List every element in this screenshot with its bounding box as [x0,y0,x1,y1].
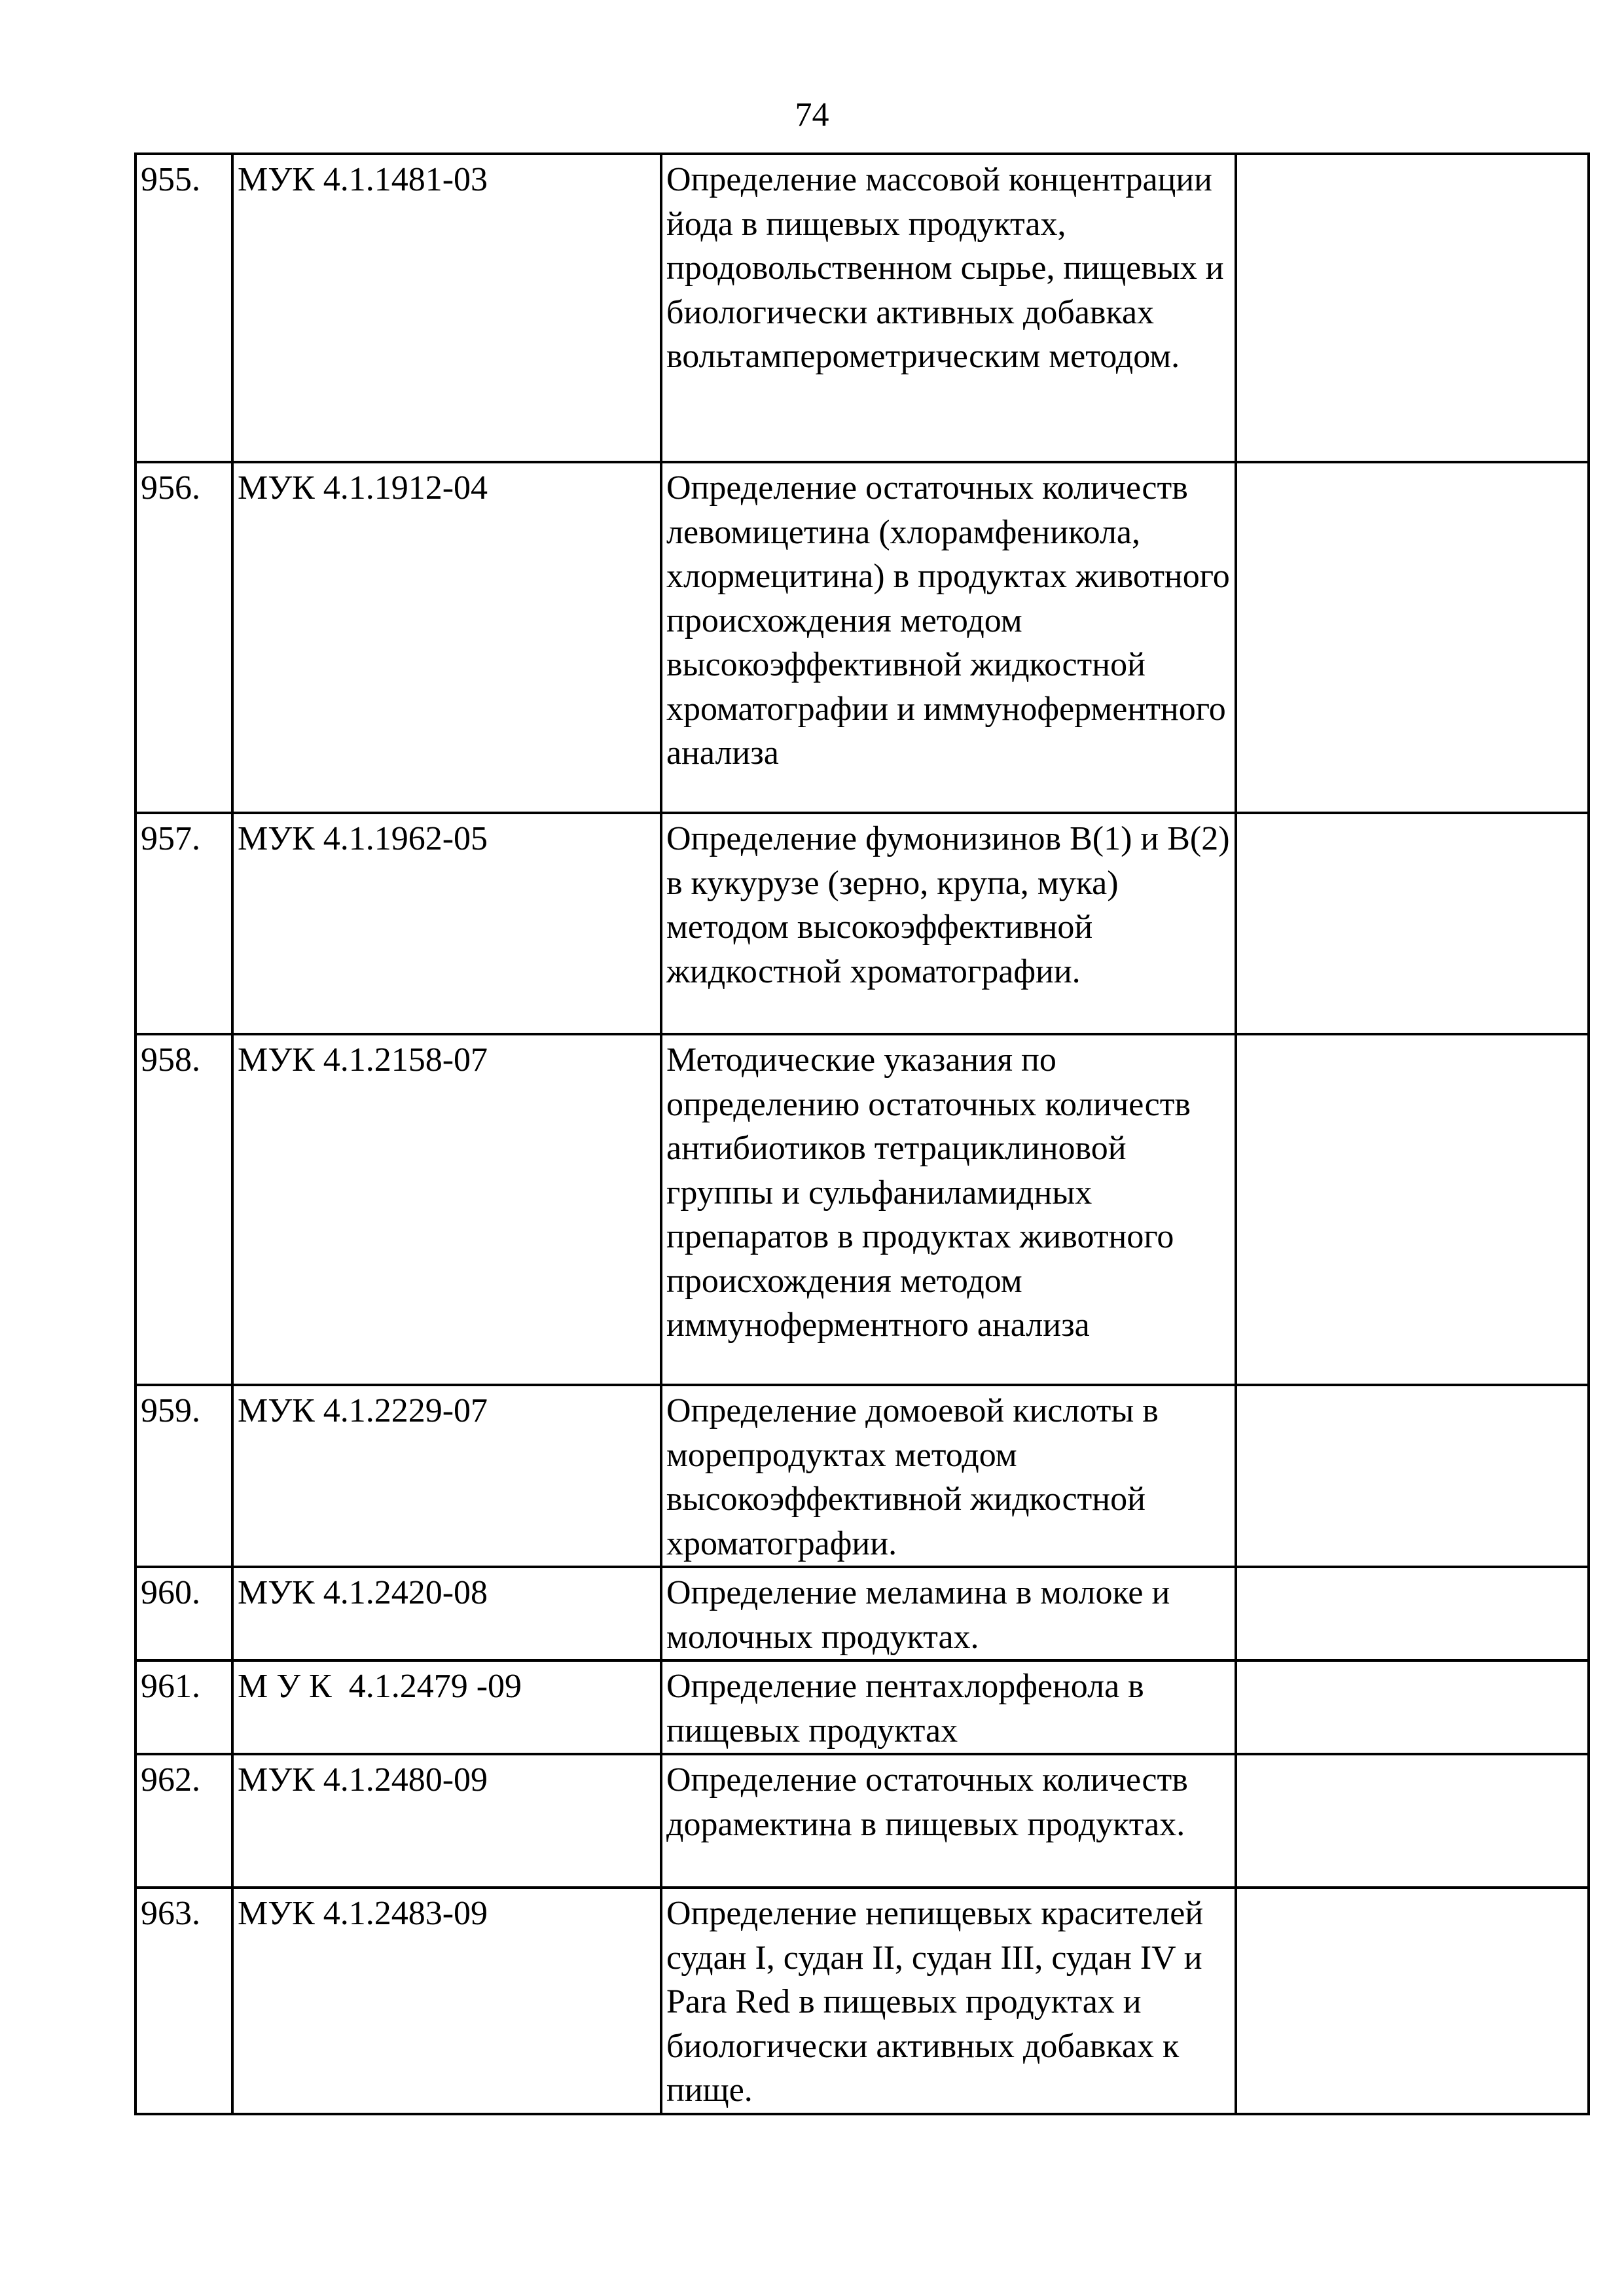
document-code: МУК 4.1.2483-09 [232,1888,661,2114]
empty-cell [1236,1567,1589,1660]
document-title: Определение остаточных количеств дорамектина в пищевых продуктах. [661,1754,1236,1888]
row-number: 962. [135,1754,232,1888]
document-code: МУК 4.1.2420-08 [232,1567,661,1660]
document-code: МУК 4.1.1962-05 [232,813,661,1034]
table-row [135,813,1589,1034]
empty-cell [1236,813,1589,1034]
document-title: Определение пентахлорфенола в пищевых продуктах [661,1660,1236,1754]
document-code: МУК 4.1.1481-03 [232,154,661,462]
table-row [135,1567,1589,1660]
empty-cell [1236,1034,1589,1385]
document-title: Определение массовой концентрации йода в пищевых продуктах, продовольственном сырье, пищевых и биологически активных добавках вольтамперометрическим методом. [661,154,1236,462]
table-row [135,1385,1589,1567]
table-row [135,1660,1589,1754]
empty-cell [1236,154,1589,462]
empty-cell [1236,1660,1589,1754]
row-number: 960. [135,1567,232,1660]
table-row [135,1888,1589,2114]
row-number: 963. [135,1888,232,2114]
table-row [135,1754,1589,1888]
table-row [135,1034,1589,1385]
document-code: М У К 4.1.2479 -09 [232,1660,661,1754]
table-body [135,154,1589,2114]
document-code: МУК 4.1.1912-04 [232,462,661,813]
document-table [134,152,1590,2115]
document-code: МУК 4.1.2229-07 [232,1385,661,1567]
empty-cell [1236,462,1589,813]
page-number: 74 [795,96,829,134]
document-title: Определение фумонизинов В(1) и В(2) в кукурузе (зерно, крупа, мука) методом высокоэффективной жидкостной хроматографии. [661,813,1236,1034]
document-title: Определение меламина в молоке и молочных продуктах. [661,1567,1236,1660]
document-title: Определение непищевых красителей судан I, судан II, судан III, судан IV и Para Red в пищевых продуктах и биологически активных добавках к пище. [661,1888,1236,2114]
row-number: 957. [135,813,232,1034]
row-number: 961. [135,1660,232,1754]
empty-cell [1236,1385,1589,1567]
empty-cell [1236,1888,1589,2114]
document-title: Определение домоевой кислоты в морепродуктах методом высокоэффективной жидкостной хроматографии. [661,1385,1236,1567]
row-number: 955. [135,154,232,462]
document-title: Методические указания по определению остаточных количеств антибиотиков тетрациклиновой группы и сульфаниламидных препаратов в продуктах животного происхождения методом иммуноферментного анализа [661,1034,1236,1385]
table-row [135,154,1589,462]
row-number: 958. [135,1034,232,1385]
empty-cell [1236,1754,1589,1888]
document-title: Определение остаточных количеств левомицетина (хлорамфеникола, хлормецитина) в продуктах животного происхождения методом высокоэффективной жидкостной хроматографии и иммуноферментного анализа [661,462,1236,813]
row-number: 956. [135,462,232,813]
table-row [135,462,1589,813]
row-number: 959. [135,1385,232,1567]
document-code: МУК 4.1.2480-09 [232,1754,661,1888]
document-code: МУК 4.1.2158-07 [232,1034,661,1385]
